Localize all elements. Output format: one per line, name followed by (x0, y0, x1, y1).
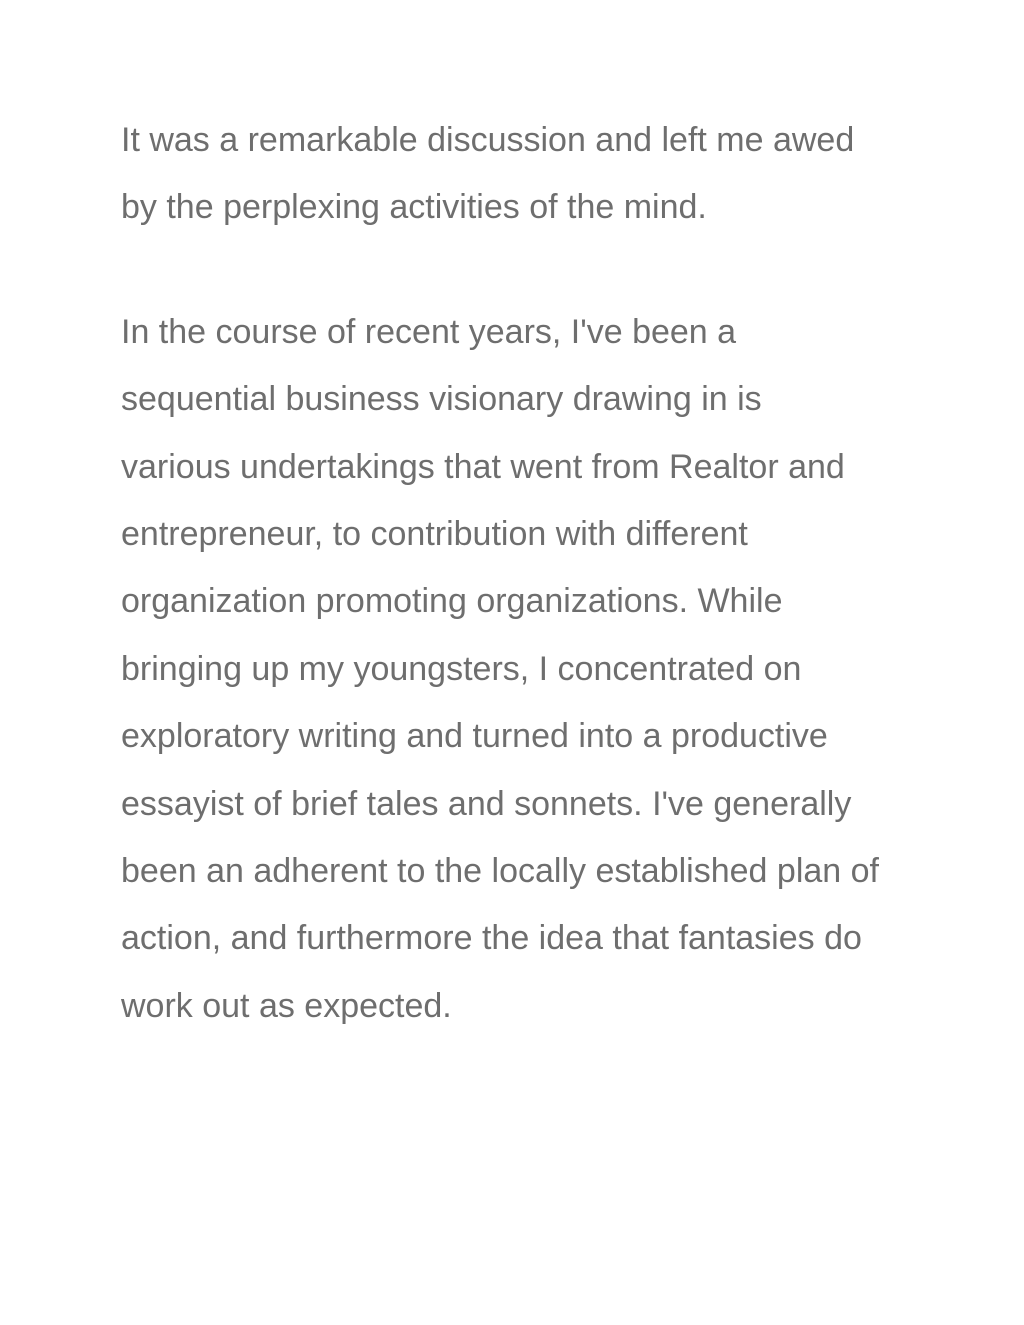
text-line: essayist of brief tales and sonnets. I've generally (121, 784, 852, 823)
text-line: been an adherent to the locally established plan of (121, 851, 879, 890)
paragraph-1 (121, 107, 921, 242)
paragraph-2 (121, 299, 921, 1040)
document-body (121, 107, 921, 1040)
text-line: work out as expected. (121, 986, 452, 1025)
text-line: entrepreneur, to contribution with different (121, 514, 748, 553)
text-line: It was a remarkable discussion and left me awed (121, 121, 855, 159)
text-line: organization promoting organizations. While (121, 582, 783, 621)
paragraph-spacer (121, 242, 921, 299)
text-line: by the perplexing activities of the mind. (121, 188, 707, 227)
text-line: various undertakings that went from Realtor and (121, 447, 845, 486)
text-line: action, and furthermore the idea that fantasies do (121, 919, 862, 958)
text-line: In the course of recent years, I've been a (121, 312, 737, 351)
text-line: sequential business visionary drawing in is (121, 380, 762, 419)
text-line: exploratory writing and turned into a productive (121, 717, 828, 756)
text-line: bringing up my youngsters, I concentrated on (121, 649, 802, 688)
